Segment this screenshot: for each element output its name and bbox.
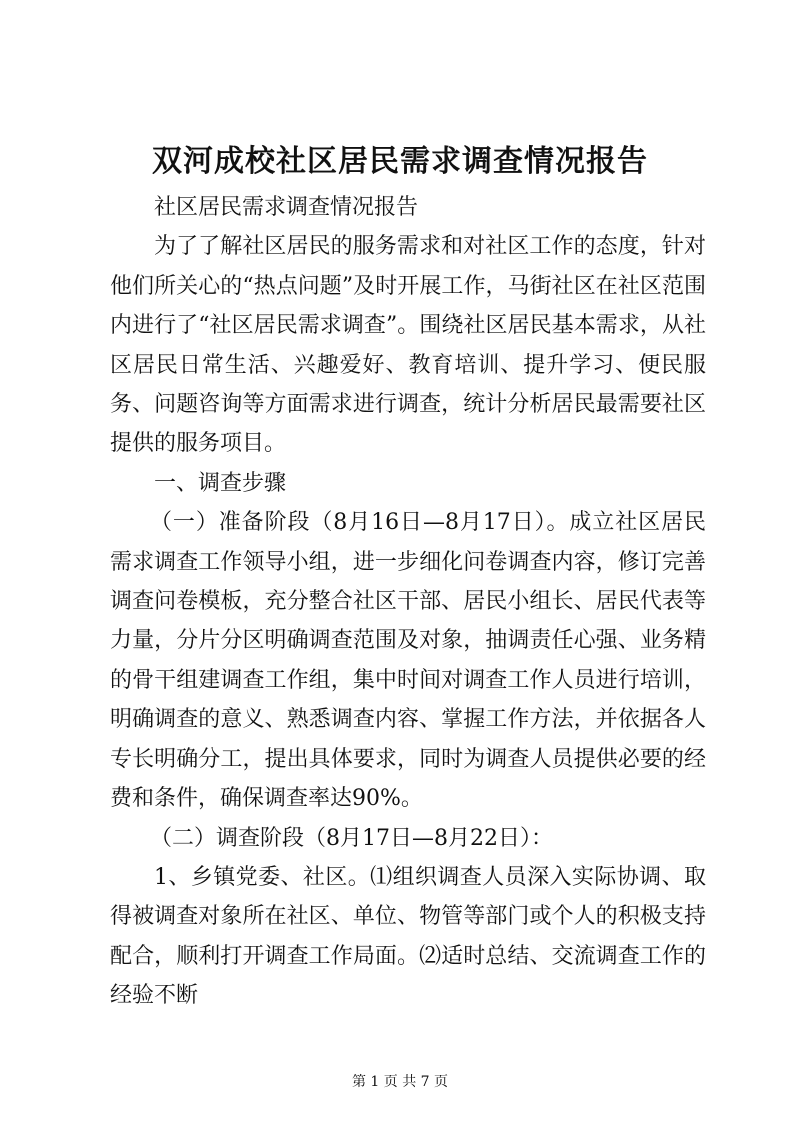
paragraph-intro: 为了了解社区居民的服务需求和对社区工作的态度，针对他们所关心的“热点问题”及时开展工作，马街社区在社区范围内进行了“社区居民需求调查”。围绕社区居民基本需求，从社区居民日常生活、兴趣爱好、教育培训、提升学习、便民服务、问题咨询等方面需求进行调查，统计分析居民最需要社区提供的服务项目。 — [110, 234, 706, 457]
subheading-survey-stage: （二）调查阶段（8月17日—8月22日）： — [150, 825, 553, 851]
paragraph-subtitle: 社区居民需求调查情况报告 — [154, 195, 419, 220]
document-title: 双河成校社区居民需求调查情况报告 — [152, 144, 648, 179]
paragraph-preparation-stage: （一）准备阶段（8月16日—8月17日）。成立社区居民需求调查工作领导小组，进一步细化问卷调查内容，修订完善调查问卷模板，充分整合社区干部、居民小组长、居民代表等力量，分片分区明确调查范围及对象，抽调责任心强、业务精的骨干组建调查工作组，集中时间对调查工作人员进行培训，明确调查的意义、熟悉调查内容、掌握工作方法，并依据各人专长明确分工，提出具体要求，同时为调查人员提供必要的经费和条件，确保调查率达90%。 — [110, 510, 706, 812]
document-body — [110, 188, 706, 1016]
page-number-footer: 第 1 页 共 7 页 — [351, 1074, 449, 1090]
paragraph-township-community: 1、乡镇党委、社区。⑴组织调查人员深入实际协调、取得被调查对象所在社区、单位、物管等部门或个人的积极支持配合，顺利打开调查工作局面。⑵适时总结、交流调查工作的经验不断 — [110, 864, 706, 1009]
section-heading-steps: 一、调查步骤 — [154, 470, 287, 496]
